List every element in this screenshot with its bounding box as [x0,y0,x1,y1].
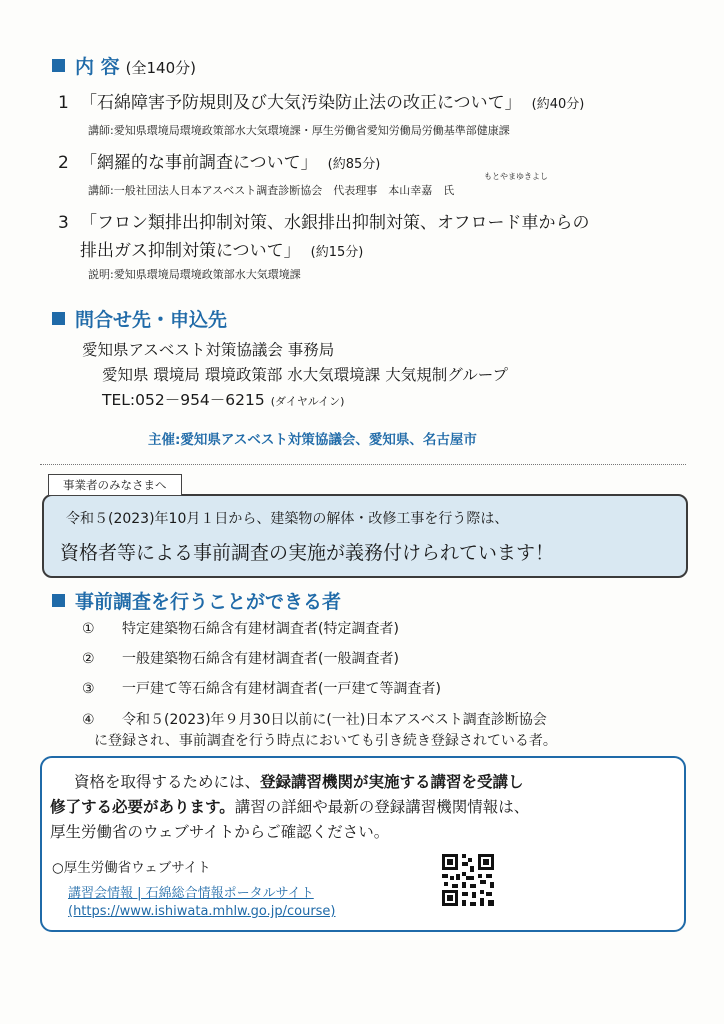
contents-total: (全140分) [125,59,196,77]
qualified-item-3: ③ 一戸建て等石綿含有建材調査者(一戸建て等調査者) [82,681,441,697]
qualified-item-4-cont: に登録され、事前調査を行う時点においても引き続き登録されている者。 [94,733,557,749]
square-bullet-icon [52,312,65,325]
square-bullet-icon [52,59,65,72]
contact-dept: 愛知県 環境局 環境政策部 水大気環境課 大気規制グループ [102,366,508,384]
info-line-2: 修了する必要があります。講習の詳細や最新の登録講習機関情報は、 [50,798,530,816]
qualified-heading: 事前調査を行うことができる者 [52,587,341,614]
qr-code-icon[interactable] [440,852,496,908]
contact-heading: 問合せ先・申込先 [52,305,227,332]
contents-item-3: 3 「フロン類排出抑制対策、水銀排出抑制対策、オフロード車からの [58,213,590,233]
contents-item-2-note: 講師:一般社団法人日本アスベスト調査診断協会 代表理事 本山幸嘉 氏 [88,184,455,197]
contact-org: 愛知県アスベスト対策協議会 事務局 [82,341,335,359]
contents-heading: 内 容 (全140分) [52,52,196,79]
organizer: 主催:愛知県アスベスト対策協議会、愛知県、名古屋市 [148,432,477,448]
portal-link[interactable]: 講習会情報 | 石綿総合情報ポータルサイト [68,886,314,901]
info-line-1: 資格を取得するためには、登録講習機関が実施する講習を受講し [74,773,524,791]
notice-tag: 事業者のみなさまへ [48,474,182,496]
notice-box [42,494,688,578]
contents-item-2: 2 「網羅的な事前調査について」 (約85分) [58,153,381,173]
notice-line-2: 資格者等による事前調査の実施が義務付けられています！ [60,542,555,564]
qualified-item-1: ① 特定建築物石綿含有建材調査者(特定調査者) [82,621,399,637]
speaker-ruby: もとやまゆきよし [484,172,548,181]
square-bullet-icon [52,594,65,607]
notice-line-1: 令和５(2023)年10月１日から、建築物の解体・改修工事を行う際は、 [66,511,509,527]
info-line-3: 厚生労働省のウェブサイトからご確認ください。 [50,823,390,841]
contact-tel: TEL:052－954－6215 (ダイヤルイン) [102,391,345,409]
portal-url-link[interactable]: (https://www.ishiwata.mhlw.go.jp/course) [68,904,336,919]
contents-item-3-note: 説明:愛知県環境局環境政策部水大気環境課 [88,268,301,281]
qualified-item-2: ② 一般建築物石綿含有建材調査者(一般調査者) [82,651,399,667]
divider [40,464,686,465]
site-label: ○厚生労働省ウェブサイト [52,860,211,876]
contents-item-1: 1 「石綿障害予防規則及び大気汚染防止法の改正について」 (約40分) [58,93,585,113]
contents-item-3-cont: 排出ガス抑制対策について」 (約15分) [80,241,364,261]
qualified-item-4: ④ 令和５(2023)年９月30日以前に(一社)日本アスベスト調査診断協会 [82,712,547,728]
contents-item-1-note: 講師:愛知県環境局環境政策部水大気環境課・厚生労働省愛知労働局労働基準部健康課 [88,124,510,137]
